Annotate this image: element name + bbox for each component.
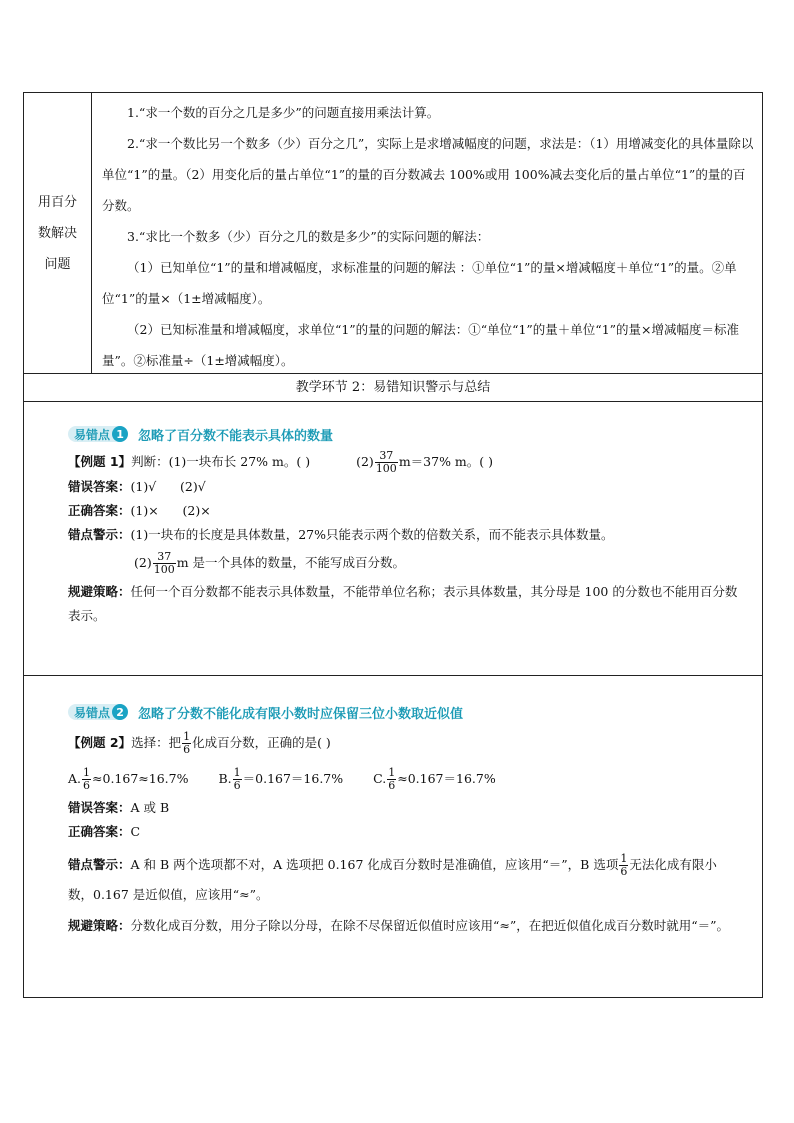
option-c (373, 766, 496, 792)
method-point-3: 3.“求比一个数多（少）百分之几的数是多少”的实际问题的解法： (127, 229, 490, 244)
correct-answer-text: (1)× (2)× (130, 503, 211, 518)
option-c-suffix: ≈0.167＝16.7% (397, 771, 496, 786)
option-b-fraction (233, 767, 242, 792)
option-b (218, 766, 344, 792)
example-label: 【例题 1】 (68, 454, 132, 469)
strategy-label-2: 规避策略： (68, 918, 131, 933)
example-2-part-a: 选择：把 (131, 735, 182, 750)
example-line (68, 450, 740, 475)
options-line (68, 762, 740, 796)
strategy-text: 任何一个百分数都不能表示具体数量，不能带单位名称；表示具体数量，其分母是 100 的分数也不能用百分数表示。 (68, 584, 738, 623)
option-c-fraction-numerator: 1 (388, 766, 396, 779)
badge-number-2: 2 (112, 704, 128, 720)
correct-answer-label-2: 正确答案： (68, 824, 131, 839)
method-point-1: 1.“求一个数的百分之几是多少”的问题直接用乘法计算。 (127, 105, 440, 120)
correct-answer-line (68, 499, 740, 523)
strategy-text-2: 分数化成百分数，用分子除以分母，在除不尽保留近似值时应该用“≈”，在把近似值化成百分数时就用“＝”。 (130, 918, 730, 933)
wrong-answer-text: (1)√ (2)√ (130, 479, 206, 494)
mistake-heading (68, 424, 740, 444)
option-c-fraction (387, 767, 396, 792)
option-a-prefix: A. (68, 771, 82, 786)
warning-line-2 (68, 551, 740, 576)
wrong-answer-label-2: 错误答案： (68, 800, 131, 815)
option-b-suffix: ＝0.167＝16.7% (242, 771, 344, 786)
correct-answer-text-2: C (130, 824, 141, 839)
fraction-denominator: 100 (375, 462, 397, 475)
method-row (24, 93, 762, 374)
method-content (92, 93, 762, 373)
example-line-2 (68, 728, 740, 758)
method-point-3-1: （1）已知单位“1”的量和增减幅度，求标准量的问题的解法 ：①单位“1”的量×增减幅度＋单位“1”的量。②单位“1”的量×（1±增减幅度）。 (102, 260, 737, 306)
option-a-suffix: ≈0.167≈16.7% (92, 771, 189, 786)
lesson-table (23, 92, 763, 998)
warning-2-fraction-denominator: 6 (620, 865, 628, 878)
warning-text-2b: m 是一个具体的数量，不能写成百分数。 (176, 555, 406, 570)
example-2-part-b: 化成百分数，正确的是( ) (192, 735, 331, 750)
strategy-label: 规避策略： (68, 584, 131, 599)
warning-line-1 (68, 523, 740, 547)
option-b-fraction-numerator: 1 (233, 766, 241, 779)
example-part-2b: m＝37% m。( ) (398, 454, 494, 469)
badge-label: 易错点 (74, 427, 111, 442)
option-b-prefix: B. (218, 771, 232, 786)
mistake-heading-2 (68, 702, 740, 722)
warning-2-fraction (619, 853, 628, 878)
method-point-2: 2.“求一个数比另一个数多（少）百分之几”，实际上是求增减幅度的问题，求法是：（1）用增减变化的具体量除以单位“1”的量。（2）用变化后的量占单位“1”的量的百分数减去 100%或用 100%减去变化后的量占单位“1”的量的百分数。 (102, 136, 754, 213)
warning-label: 错点警示： (68, 527, 131, 542)
row-label-line-3: 问题 (44, 256, 71, 272)
option-c-fraction-denominator: 6 (388, 779, 396, 792)
option-a-fraction-denominator: 6 (83, 779, 91, 792)
example-2-fraction-denominator: 6 (183, 743, 191, 756)
correct-answer-label: 正确答案： (68, 503, 131, 518)
wrong-answer-label: 错误答案： (68, 479, 131, 494)
warning-2-text-a: A 和 B 两个选项都不对，A 选项把 0.167 化成百分数时是准确值，应该用“＝”，B 选项 (130, 857, 619, 872)
mistake-block-2 (24, 676, 762, 997)
badge-label-2: 易错点 (74, 705, 111, 720)
wrong-answer-line-2 (68, 796, 740, 820)
warning-label-2: 错点警示： (68, 857, 131, 872)
mistake-title-2: 忽略了分数不能化成有限小数时应保留三位小数取近似值 (138, 706, 464, 722)
warning-text-2a: (2) (134, 555, 152, 570)
option-a-fraction-numerator: 1 (83, 766, 91, 779)
warning-fraction-numerator: 37 (153, 551, 176, 564)
section-header: 教学环节 2：易错知识警示与总结 (24, 374, 762, 402)
fraction-numerator: 37 (375, 450, 398, 463)
strategy-paragraph (68, 580, 740, 628)
badge-number: 1 (112, 426, 128, 442)
row-label-line-2: 数解决 (37, 225, 77, 241)
wrong-answer-text-2: A 或 B (130, 800, 170, 815)
example-2-fraction (182, 731, 191, 756)
example-part-1: 判断：(1)一块布长 27% m。( ) (131, 454, 311, 469)
strategy-paragraph-2 (68, 914, 740, 938)
option-a (68, 766, 189, 792)
warning-2-text-b: 无法化成有限小数，0.167 是近似值，应该用“≈”。 (68, 857, 717, 902)
warning-fraction (153, 551, 176, 576)
warning-text-1: (1)一块布的长度是具体数量，27%只能表示两个数的倍数关系，而不能表示具体数量。 (130, 527, 614, 542)
correct-answer-line-2 (68, 820, 740, 844)
method-point-3-2: （2）已知标准量和增减幅度，求单位“1”的量的问题的解法：①“单位“1”的量＋单位“1”的量×增减幅度＝标准量”。②标准量÷（1±增减幅度）。 (102, 322, 740, 368)
row-label-line-1: 用百分 (37, 194, 77, 210)
mistake-badge-2 (68, 704, 128, 720)
mistake-title: 忽略了百分数不能表示具体的数量 (138, 428, 334, 444)
mistake-badge (68, 426, 128, 442)
example-part-2a: (2) (356, 454, 374, 469)
option-a-fraction (82, 767, 91, 792)
warning-2-fraction-numerator: 1 (620, 852, 628, 865)
option-c-prefix: C. (373, 771, 387, 786)
warning-paragraph-2 (68, 850, 740, 910)
wrong-answer-line (68, 475, 740, 499)
row-label (24, 93, 92, 373)
option-b-fraction-denominator: 6 (233, 779, 241, 792)
example-label-2: 【例题 2】 (68, 735, 132, 750)
mistake-block-1 (24, 402, 762, 676)
example-2-fraction-numerator: 1 (183, 730, 191, 743)
fraction (375, 450, 398, 475)
warning-fraction-denominator: 100 (153, 563, 175, 576)
